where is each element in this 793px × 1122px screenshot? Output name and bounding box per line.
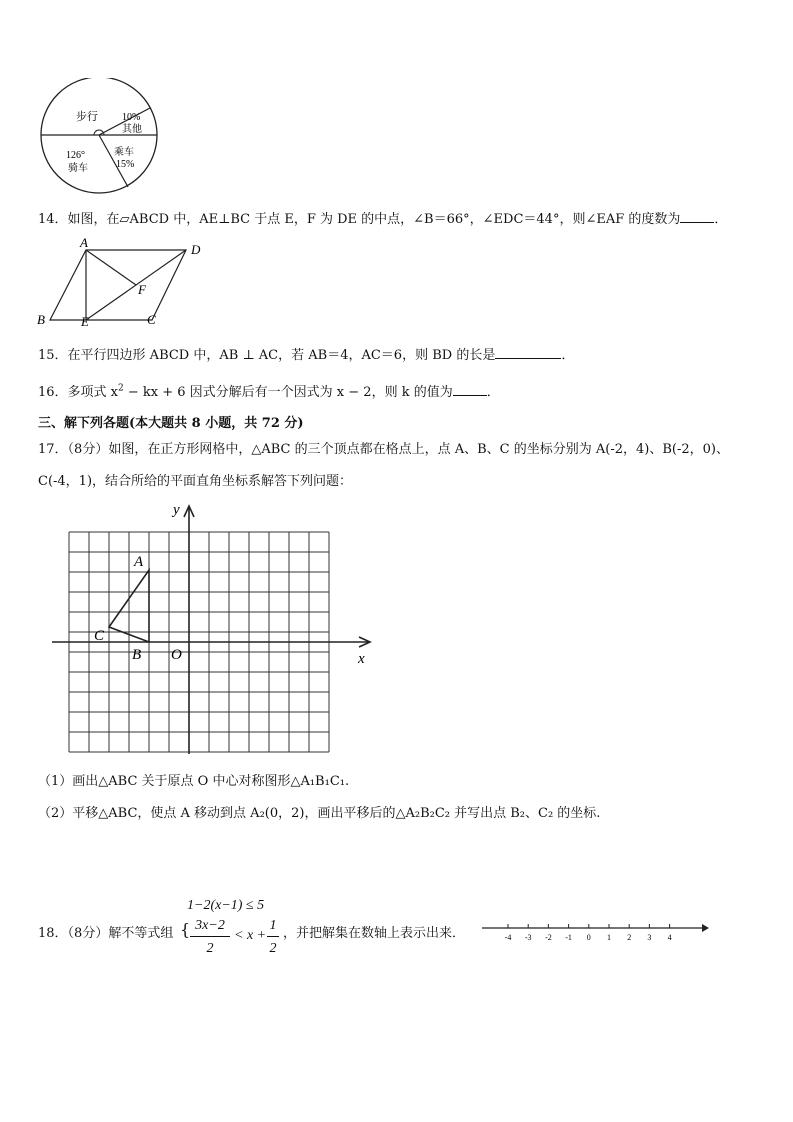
number-line-tick-label: 2 [627, 933, 632, 942]
q17-sub2: （2）平移△ABC，使点 A 移动到点 A₂(0，2)，画出平移后的△A₂B₂C₂ 并写出点 B₂、C₂ 的坐标. [38, 806, 601, 821]
number-line-tick-label: -4 [504, 933, 512, 942]
number-line-tick-label: -2 [545, 933, 552, 942]
q15-answer-blank[interactable] [495, 346, 561, 359]
q15-end: ． [561, 348, 575, 363]
q16-answer-blank[interactable] [453, 383, 487, 396]
q15-text: 在平行四边形 ABCD 中，AB ⊥ AC，若 AB＝4，AC＝6，则 BD 的长是 [67, 348, 496, 363]
q16-sup: 2 [118, 383, 124, 394]
parallelogram-abcd [50, 250, 186, 320]
number-line-tick-label: 0 [586, 933, 591, 942]
q17-text-line2: C(-4，1)，结合所给的平面直角坐标系解答下列问题： [38, 474, 353, 489]
q14-answer-blank[interactable] [680, 210, 714, 223]
x-axis-label: x [358, 651, 365, 667]
q16-text-b: − kx + 6 因式分解后有一个因式为 x − 2，则 k 的值为 [123, 385, 453, 400]
section-3-title: 三、解下列各题(本大题共 8 小题，共 72 分) [38, 416, 304, 431]
q18-brace: { [180, 920, 191, 939]
pie-label-bike-angle: 126° [66, 150, 85, 161]
q18-frac2-num: 1 [269, 918, 277, 933]
label-a: A [80, 236, 88, 250]
q18-number: 18． [38, 926, 68, 941]
number-line-tick-label: 3 [647, 933, 652, 942]
q14-end: ． [714, 212, 728, 227]
number-line-tick-label: 1 [607, 933, 611, 942]
q14-text: 如图，在▱ABCD 中，AE⊥BC 于点 E，F 为 DE 的中点，∠B＝66°，∠EDC＝44°，则∠EAF 的度数为 [67, 212, 681, 227]
segment-af [86, 250, 136, 285]
question-15 [38, 344, 574, 363]
question-17-line1 [38, 438, 729, 457]
pie-label-walk: 步行 [76, 111, 98, 123]
y-axis-label: y [173, 502, 180, 518]
pie-chart-figure [38, 78, 162, 198]
label-d: D [191, 242, 201, 257]
q16-number: 16． [38, 385, 68, 400]
question-14 [38, 208, 727, 227]
q18-frac1-den: 2 [206, 941, 214, 956]
label-b: B [37, 312, 45, 327]
q18-suffix: ，并把解集在数轴上表示出来． [283, 926, 466, 941]
label-c: C [147, 312, 156, 327]
question-16 [38, 381, 500, 400]
number-line-figure [480, 918, 710, 944]
q16-end: ． [486, 385, 500, 400]
number-line-arrow [702, 924, 709, 932]
q16-text-a: 多项式 x [67, 385, 119, 400]
origin-label: O [171, 647, 182, 663]
number-line-tick-label: 4 [667, 933, 672, 942]
pie-label-other: 其他 [122, 124, 142, 135]
pie-label-other-pct: 10% [122, 112, 141, 123]
label-f: F [138, 282, 146, 297]
q17-number: 17． [38, 442, 68, 457]
q18-frac2-den: 2 [269, 941, 277, 956]
q17-text-line1: （8分）如图，在正方形网格中，△ABC 的三个顶点都在格点上，点 A、B、C 的坐标分别为 A(-2，4)、B(-2，0)、 [67, 442, 729, 457]
point-a-label: A [134, 554, 144, 570]
q15-number: 15． [38, 348, 68, 363]
pie-label-bike: 骑车 [68, 163, 88, 174]
parallelogram-figure [34, 236, 210, 328]
q18-frac2-bar [267, 936, 279, 937]
q18-mid: < x + [234, 928, 267, 943]
question-18 [38, 922, 173, 941]
point-c-label: C [94, 628, 105, 644]
q18-frac1-num: 3x−2 [195, 918, 225, 933]
number-line-tick-label: -3 [524, 933, 532, 942]
point-b-label: B [132, 647, 142, 663]
label-e: E [81, 314, 89, 328]
q14-number: 14． [38, 212, 68, 227]
q18-frac1-bar [190, 936, 230, 937]
pie-label-bus: 乘车 [114, 147, 134, 158]
q17-sub1: （1）画出△ABC 关于原点 O 中心对称图形△A₁B₁C₁. [38, 774, 350, 789]
q18-ineq1: 1−2(x−1) ≤ 5 [187, 898, 265, 913]
coordinate-grid-figure [42, 498, 376, 760]
pie-label-bus-pct: 15% [116, 159, 135, 170]
number-line-tick-label: -1 [565, 933, 572, 942]
q18-prefix: （8分）解不等式组 [67, 926, 174, 941]
